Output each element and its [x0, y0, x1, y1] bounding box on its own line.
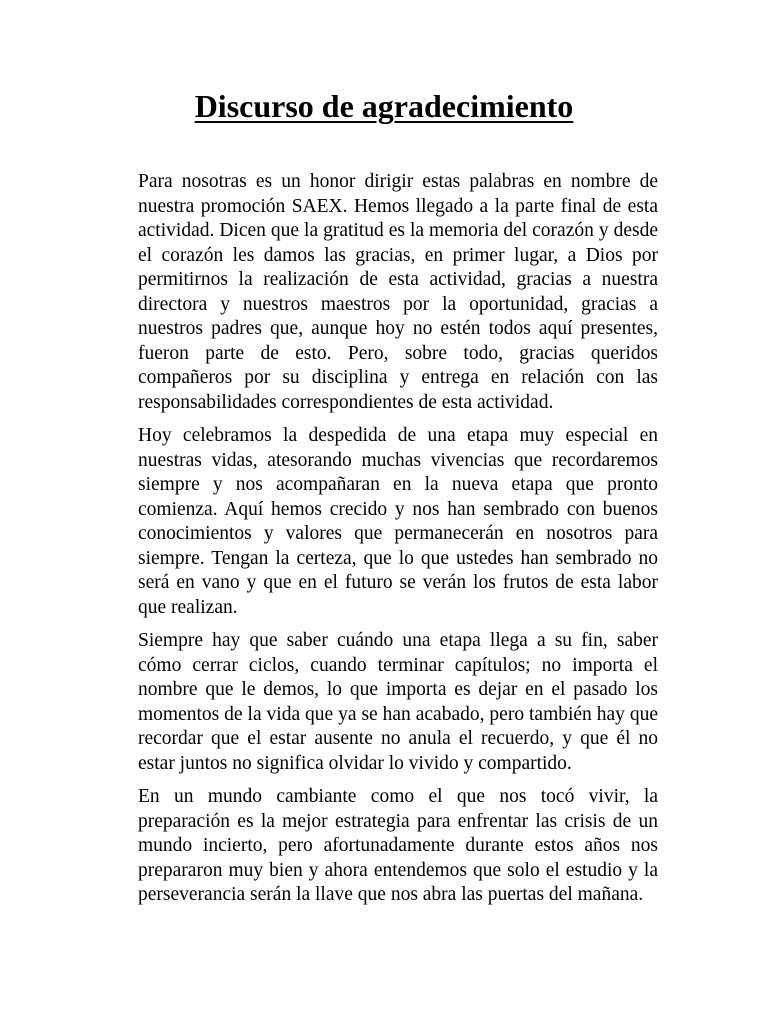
paragraph-3: Siempre hay que saber cuándo una etapa llega a su fin, saber cómo cerrar ciclos, cuando terminar capítulos; no importa el nombre que le demos, lo que importa es dejar en el pasado los momentos de la vida que ya se han acabado, pero también hay que recordar que el estar ausente no anula el recuerdo, y que él no estar juntos no significa olvidar lo vivido y compartido.	[138, 630, 658, 774]
document-body	[138, 170, 658, 917]
paragraph-1: Para nosotras es un honor dirigir estas palabras en nombre de nuestra promoción SAEX. Hemos llegado a la parte final de esta actividad. Dicen que la gratitud es la memoria del corazón y desde el corazón les damos las gracias, en primer lugar, a Dios por permitirnos la realización de esta actividad, gracias a nuestra directora y nuestros maestros por la oportunidad, gracias a nuestros padres que, aunque hoy no estén todos aquí presentes, fueron parte de esto. Pero, sobre todo, gracias queridos compañeros por su disciplina y entrega en relación con las responsabilidades correspondientes de esta actividad.	[138, 171, 658, 413]
document-title: Discurso de agradecimiento	[194, 88, 574, 124]
paragraph-4: En un mundo cambiante como el que nos tocó vivir, la preparación es la mejor estrategia para enfrentar las crisis de un mundo incierto, pero afortunadamente durante estos años nos prepararon muy bien y ahora entendemos que solo el estudio y la perseverancia serán la llave que nos abra las puertas del mañana.	[138, 786, 658, 905]
paragraph-2: Hoy celebramos la despedida de una etapa muy especial en nuestras vidas, atesorando muchas vivencias que recordaremos siempre y nos acompañaran en la nueva etapa que pronto comienza. Aquí hemos crecido y nos han sembrado con buenos conocimientos y valores que permanecerán en nosotros para siempre. Tengan la certeza, que lo que ustedes han sembrado no será en vano y que en el futuro se verán los frutos de esta labor que realizan.	[138, 425, 658, 618]
